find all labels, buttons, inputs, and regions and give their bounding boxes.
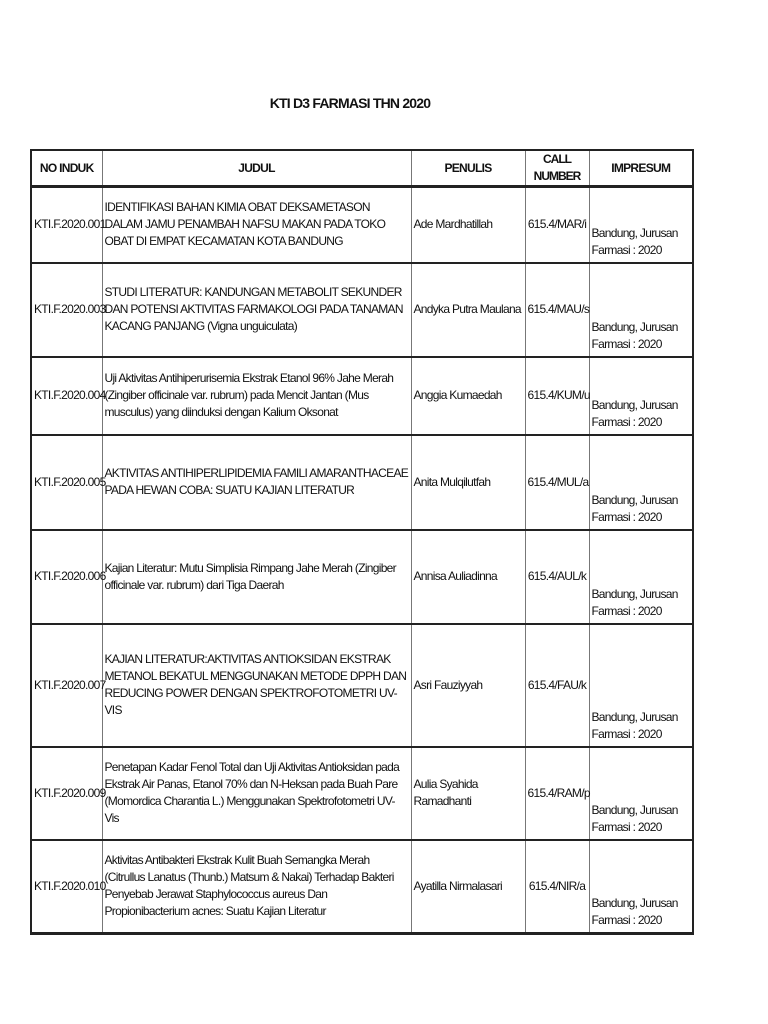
no-induk-cell: KTI.F.2020.006	[31, 530, 102, 624]
call-number-cell: 615.4/AUL/k	[525, 530, 589, 624]
judul-cell: STUDI LITERATUR: KANDUNGAN METABOLIT SEKUNDER DAN POTENSI AKTIVITAS FARMAKOLOGI PADA TANAMAN KACANG PANJANG (Vigna unguiculata)	[102, 263, 411, 357]
no-induk-cell: KTI.F.2020.005	[31, 435, 102, 530]
penulis-cell: Ayatilla Nirmalasari	[411, 840, 525, 934]
header-call-number: CALL NUMBER	[525, 150, 589, 187]
table-row	[31, 187, 693, 263]
impresum-cell: Bandung, Jurusan Farmasi : 2020	[589, 187, 693, 263]
penulis-cell: Aulia Syahida Ramadhanti	[411, 747, 525, 840]
impresum-cell: Bandung, Jurusan Farmasi : 2020	[589, 357, 693, 435]
table-row	[31, 840, 693, 934]
no-induk-cell: KTI.F.2020.009	[31, 747, 102, 840]
penulis-cell: Andyka Putra Maulana	[411, 263, 525, 357]
no-induk-cell: KTI.F.2020.007	[31, 624, 102, 747]
impresum-cell: Bandung, Jurusan Farmasi : 2020	[589, 435, 693, 530]
call-number-cell: 615.4/MAR/i	[525, 187, 589, 263]
impresum-cell: Bandung, Jurusan Farmasi : 2020	[589, 840, 693, 934]
no-induk-cell: KTI.F.2020.004	[31, 357, 102, 435]
call-number-cell: 615.4/RAM/p	[525, 747, 589, 840]
table-row	[31, 357, 693, 435]
no-induk-cell: KTI.F.2020.010	[31, 840, 102, 934]
call-number-cell: 615.4/MAU/s	[525, 263, 589, 357]
call-number-cell: 615.4/FAU/k	[525, 624, 589, 747]
header-impresum: IMPRESUM	[589, 150, 693, 187]
document-title: KTI D3 FARMASI THN 2020	[269, 95, 431, 111]
no-induk-cell: KTI.F.2020.003	[31, 263, 102, 357]
no-induk-cell: KTI.F.2020.001	[31, 187, 102, 263]
header-no-induk: NO INDUK	[31, 150, 102, 187]
penulis-cell: Annisa Auliadinna	[411, 530, 525, 624]
penulis-cell: Anita Mulqilutfah	[411, 435, 525, 530]
judul-cell: Kajian Literatur: Mutu Simplisia Rimpang Jahe Merah (Zingiber officinale var. rubrum) dari Tiga Daerah	[102, 530, 411, 624]
table-row	[31, 435, 693, 530]
table-row	[31, 624, 693, 747]
call-number-cell: 615.4/MUL/a	[525, 435, 589, 530]
table-row	[31, 263, 693, 357]
header-judul: JUDUL	[102, 150, 411, 187]
judul-cell: KAJIAN LITERATUR:AKTIVITAS ANTIOKSIDAN EKSTRAK METANOL BEKATUL MENGGUNAKAN METODE DPPH DAN REDUCING POWER DENGAN SPEKTROFOTOMETRI UV-VIS	[102, 624, 411, 747]
impresum-cell: Bandung, Jurusan Farmasi : 2020	[589, 624, 693, 747]
penulis-cell: Asri Fauziyyah	[411, 624, 525, 747]
impresum-cell: Bandung, Jurusan Farmasi : 2020	[589, 747, 693, 840]
judul-cell: Uji Aktivitas Antihiperurisemia Ekstrak Etanol 96% Jahe Merah (Zingiber officinale var. rubrum) pada Mencit Jantan (Mus musculus) yang diinduksi dengan Kalium Oksonat	[102, 357, 411, 435]
call-number-cell: 615.4/NIR/a	[525, 840, 589, 934]
kti-table	[30, 149, 694, 935]
judul-cell: IDENTIFIKASI BAHAN KIMIA OBAT DEKSAMETASON DALAM JAMU PENAMBAH NAFSU MAKAN PADA TOKO OBAT DI EMPAT KECAMATAN KOTA BANDUNG	[102, 187, 411, 263]
table-row	[31, 747, 693, 840]
judul-cell: Aktivitas Antibakteri Ekstrak Kulit Buah Semangka Merah (Citrullus Lanatus (Thunb.) Matsum & Nakai) Terhadap Bakteri Penyebab Jerawat Staphylococcus aureus Dan Propionibacterium acnes: Suatu Kajian Literatur	[102, 840, 411, 934]
call-number-cell: 615.4/KUM/u	[525, 357, 589, 435]
judul-cell: Penetapan Kadar Fenol Total dan Uji Aktivitas Antioksidan pada Ekstrak Air Panas, Etanol 70% dan N-Heksan pada Buah Pare (Momordica Charantia L.) Menggunakan Spektrofotometri UV-Vis	[102, 747, 411, 840]
table-header	[31, 150, 693, 187]
penulis-cell: Ade Mardhatillah	[411, 187, 525, 263]
table-row	[31, 530, 693, 624]
penulis-cell: Anggia Kumaedah	[411, 357, 525, 435]
impresum-cell: Bandung, Jurusan Farmasi : 2020	[589, 530, 693, 624]
judul-cell: AKTIVITAS ANTIHIPERLIPIDEMIA FAMILI AMARANTHACEAE PADA HEWAN COBA: SUATU KAJIAN LITERATUR	[102, 435, 411, 530]
header-penulis: PENULIS	[411, 150, 525, 187]
impresum-cell: Bandung, Jurusan Farmasi : 2020	[589, 263, 693, 357]
